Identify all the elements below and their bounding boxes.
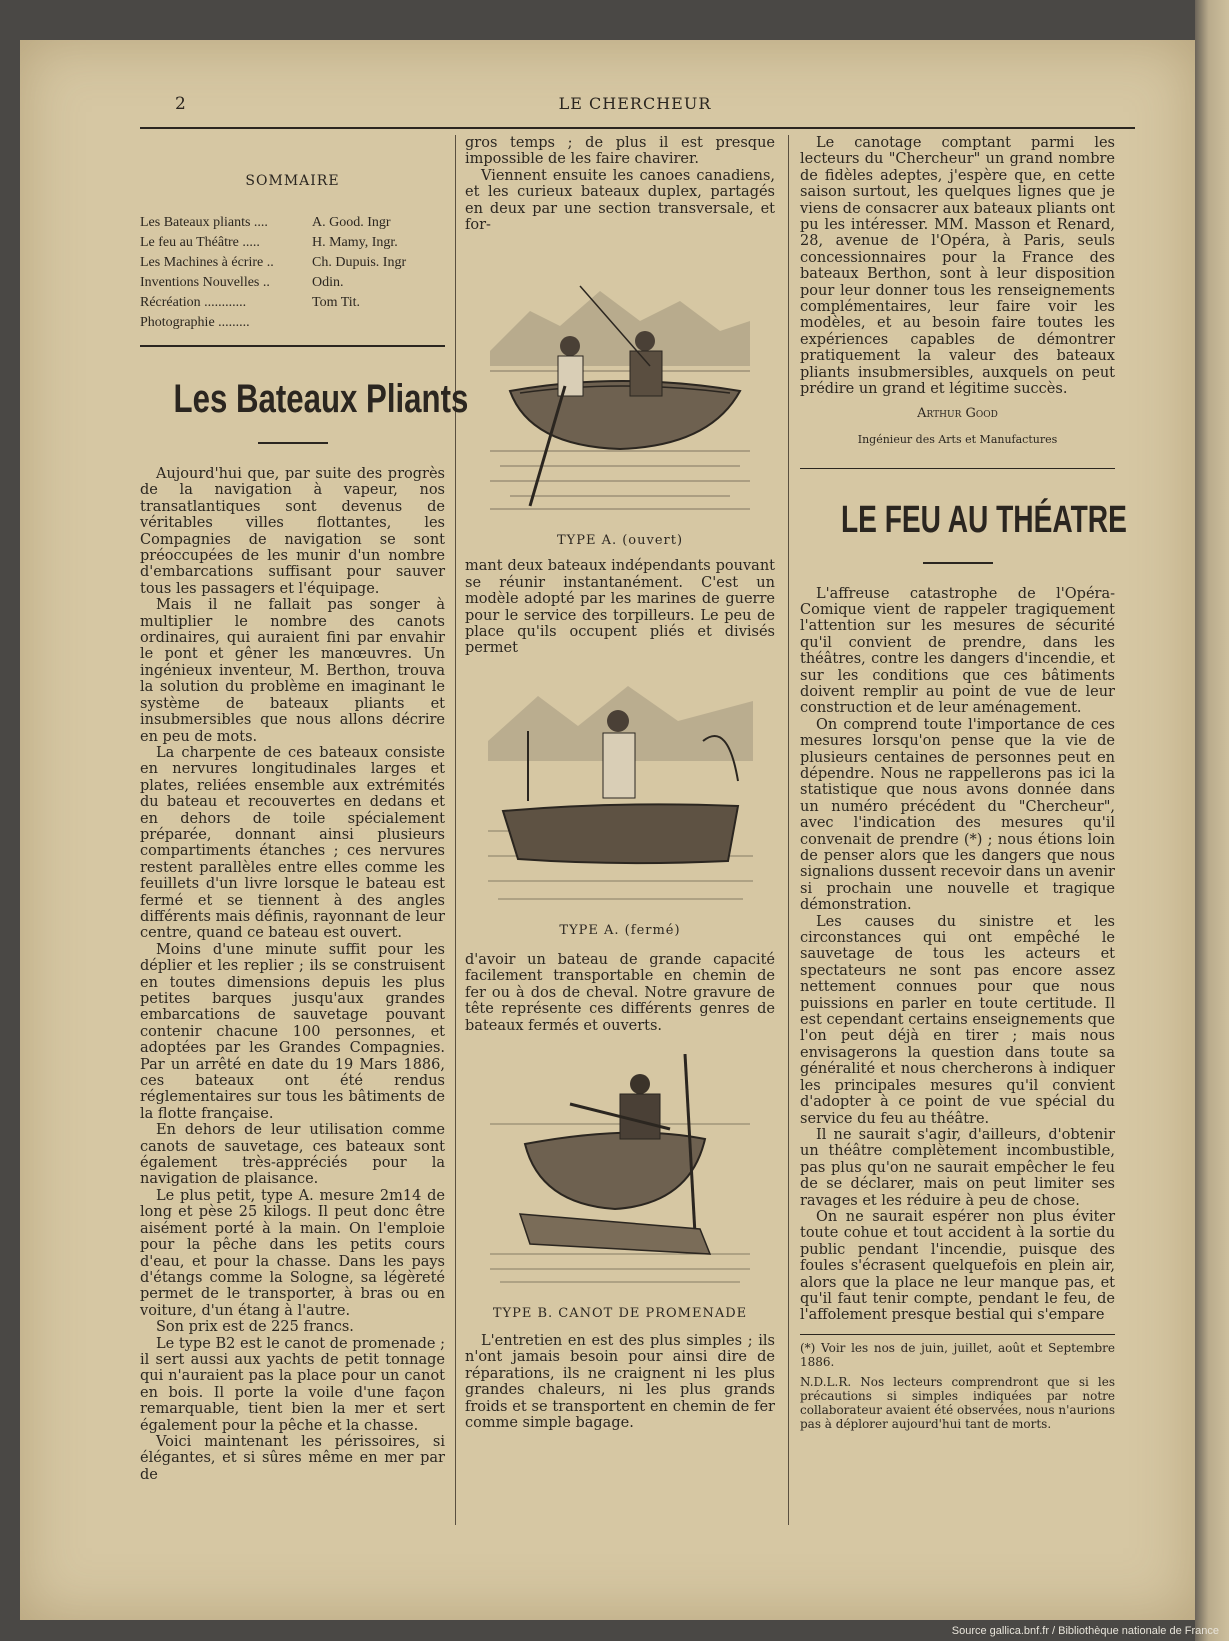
paragraph: Il ne saurait s'agir, d'ailleurs, d'obtenir un théâtre complètement incombustible, pas plus qu'on ne saurait empêcher le feu de se déclarer, mais on peut limiter ses ravages et les réduire à peu de chose.	[800, 1126, 1115, 1209]
paragraph: gros temps ; de plus il est presque impossible de les faire chavirer.	[465, 135, 775, 168]
paragraph: Les causes du sinistre et les circonstances qui ont empêché le sauvetage de tous les acteurs et spectateurs ne sont pas encore assez nettement connues pour que nous puissions en parler en toute certitude. Il est cependant certains enseignements que l'on peut déjà en tirer ; mais nous envisagerons la question dans toute sa généralité et nous chercherons à indiquer les principales mesures qu'il convient d'adopter à ce point de vue spécial du service du feu au théâtre.	[800, 913, 1115, 1127]
paragraph: Le type B2 est le canot de promenade ; il sert aussi aux yachts de petit tonnage qui n'auraient pas la place pour un canot en bois. Il porte la voile d'une façon remarquable, tient bien la mer et sert également pour la pêche et la chasse.	[140, 1335, 445, 1434]
sommaire-subject: Les Bateaux pliants ....	[140, 215, 268, 230]
canot-promenade-illustration	[490, 1054, 750, 1294]
masthead: LE CHERCHEUR	[558, 94, 712, 113]
sommaire-item	[140, 213, 445, 233]
sommaire-subject: Photographie .........	[140, 315, 250, 330]
article-title: Les Bateaux Pliants	[173, 377, 469, 421]
figure-caption: TYPE B. CANOT DE PROMENADE	[492, 1305, 748, 1321]
paragraph: mant deux bateaux indépendants pouvant se réunir instantanément. C'est un modèle adopté par les marines de guerre pour le service des torpilleurs. Le peu de place qu'ils occupent pliés et divisés permet	[465, 558, 775, 657]
sommaire-author: A. Good. Ingr	[312, 215, 391, 230]
sommaire-item	[140, 233, 445, 253]
column-rule	[455, 135, 456, 1525]
title-rule	[258, 442, 328, 444]
footnote-rule	[800, 1334, 1115, 1335]
sommaire-item	[140, 313, 445, 333]
sommaire-author: Odin.	[312, 275, 344, 290]
sommaire-subject: Récréation ............	[140, 295, 247, 310]
article-body	[465, 1333, 775, 1431]
engraving-type-a-open	[490, 271, 750, 521]
sommaire-subject: Inventions Nouvelles ..	[140, 275, 270, 290]
paragraph: L'entretien en est des plus simples ; ils n'ont jamais besoin pour ainsi dire de réparations, ils ne craignent ni les plus grandes chaleurs, ni les plus grands froids et se transportent en chemin de fer comme simple bagage.	[465, 1332, 775, 1431]
paragraph: Le canotage comptant parmi les lecteurs du "Chercheur" un grand nombre de fidèles adeptes, j'espère que, en cette saison surtout, les quelques lignes que je viens de consacrer aux bateaux pliants ont pu les intéresser. MM. Masson et Renard, 28, avenue de l'Opéra, à Paris, seuls concessionnaires pour la France des bateaux Berthon, sont à leur disposition pour leur donner tous les renseignements complémentaires, leur faire voir les modèles, et au besoin faire toutes les expériences capables de démontrer pratiquement la valeur des bateaux pliants insubmersibles, auxquels on peut prédire un grand et légitime succès.	[800, 135, 1115, 398]
engraving-type-a-closed	[488, 681, 753, 911]
paragraph: Moins d'une minute suffit pour les déplier et les replier ; ils se construisent en toutes dimensions depuis les plus petites barques jusqu'aux grandes embarcations de sauvetage pouvant contenir chacune 100 personnes, et adoptées par les Grandes Compagnies. Par un arrêté en date du 19 Mars 1886, ces bateaux ont été rendus réglementaires sur tous les bâtiments de la flotte française.	[140, 941, 445, 1122]
paragraph: En dehors de leur utilisation comme canots de sauvetage, ces bateaux sont également très-appréciés pour la navigation de plaisance.	[140, 1122, 445, 1188]
figure-caption: TYPE A. (ouvert)	[556, 533, 684, 549]
figure-caption: TYPE A. (fermé)	[559, 922, 681, 938]
author-signature: Arthur Good	[917, 405, 998, 421]
article-body	[465, 558, 775, 656]
article-body	[800, 135, 1115, 398]
paragraph: L'affreuse catastrophe de l'Opéra-Comique vient de rappeler tragiquement l'attention sur les mesures de sécurité qu'il convient de prendre, dans les théâtres, contre les dangers d'incendie, et sur les conditions que ces bâtiments doivent remplir au point de vue de leur construction et de leur aménagement.	[800, 585, 1115, 717]
paragraph: On comprend toute l'importance de ces mesures lorsqu'on pense que la vie de plusieurs centaines de personnes peut en dépendre. Nous ne rappellerons pas ici la statistique que nous avons donnée dans un numéro précédent du "Chercheur", avec l'indication des mesures qu'il convenait de prendre (*) ; nous étions loin de penser alors que les dangers que nous signalions dussent recevoir dans un avenir si prochain une nouvelle et tragique démonstration.	[800, 716, 1115, 914]
paragraph: d'avoir un bateau de grande capacité facilement transportable en chemin de fer ou à dos de cheval. Notre gravure de tête représente ces différents genres de bateaux fermés et ouverts.	[465, 951, 775, 1034]
paragraph: Son prix est de 225 francs.	[156, 1319, 354, 1336]
section-rule	[800, 468, 1115, 469]
editor-note: N.D.L.R. Nos lecteurs comprendront que si les précautions si simples indiquées par notre collaborateur avaient été observées, nous n'aurions pas à déplorer aujourd'hui tant de morts.	[800, 1374, 1115, 1431]
footnote: (*) Voir les nos de juin, juillet, août et Septembre 1886.	[800, 1340, 1115, 1369]
next-page-edge	[1195, 0, 1229, 1641]
sommaire-author: Ch. Dupuis. Ingr	[312, 255, 407, 270]
paragraph: Le plus petit, type A. mesure 2m14 de long et pèse 25 kilogs. Il peut donc être aisément porté à la main. On l'emploie pour la pêche dans les petits cours d'eau, et pour la chasse. Dans les pays d'étangs comme la Sologne, sa légèreté permet de le transporter, à bras ou en voiture, d'un étang à l'autre.	[140, 1187, 445, 1319]
paragraph: Voici maintenant les périssoires, si élégantes, et si sûres même en mer par de	[140, 1433, 445, 1483]
sommaire-list	[140, 213, 445, 333]
paragraph: Mais il ne fallait pas songer à multiplier le nombre des canots ordinaires, qui auraient fini par envahir le pont et gêner les manœuvres. Un ingénieux inventeur, M. Berthon, trouva la solution du problème en imaginant le système de bateaux pliants et insubmersibles que nous allons décrire en peu de mots.	[140, 597, 445, 745]
article-body	[465, 135, 775, 233]
column-rule	[788, 135, 789, 1525]
engraving-type-b	[490, 1054, 750, 1294]
author-title: Ingénieur des Arts et Manufactures	[857, 432, 1058, 446]
boat-closed-illustration	[488, 681, 753, 911]
footnotes	[800, 1341, 1115, 1431]
paragraph: Viennent ensuite les canoes canadiens, et les curieux bateaux duplex, partagés en deux par une section transversale, et for-	[465, 167, 775, 234]
article-title: LE FEU AU THÉATRE	[840, 498, 1127, 541]
paragraph: La charpente de ces bateaux consiste en nervures longitudinales larges et plates, reliées ensemble aux extrémités du bateau et recouvertes en dedans et en dehors de toile spécialement préparée, donnant ainsi plusieurs compartiments étanches ; ces nervures restent parallèles entre elles comme les feuillets d'un livre lorsque le bateau est fermé et se tiennent à des angles différents mais définis, rayonnant de leur centre, quand ce bateau est ouvert.	[140, 744, 445, 942]
paragraph: On ne saurait espérer non plus éviter toute cohue et tout accident à la sortie du public pendant l'incendie, puisque des foules s'écrasent quelquefois en plein air, alors que la place ne leur manque pas, et qu'il faut tenir compte, pendant le feu, de l'affolement presque bestial qui s'empare	[800, 1208, 1115, 1324]
sommaire-author	[312, 313, 442, 333]
section-rule	[140, 345, 445, 347]
sommaire-item	[140, 293, 445, 313]
sommaire-item	[140, 253, 445, 273]
column-1	[140, 135, 469, 1483]
sommaire-subject: Les Machines à écrire ..	[140, 255, 274, 270]
header-rule	[140, 127, 1135, 129]
page-number: 2	[175, 94, 187, 114]
sommaire-title: SOMMAIRE	[245, 173, 340, 189]
title-rule	[923, 562, 993, 564]
sommaire-author: H. Mamy, Ingr.	[312, 235, 398, 250]
column-3	[800, 135, 1127, 1431]
article-body	[465, 952, 775, 1034]
article-body	[800, 586, 1115, 1324]
page-header	[140, 90, 1130, 114]
column-2	[465, 135, 775, 1431]
sommaire-author: Tom Tit.	[312, 295, 361, 310]
sommaire-item	[140, 273, 445, 293]
article-body	[140, 466, 445, 1483]
paragraph: Aujourd'hui que, par suite des progrès de la navigation à vapeur, nos transatlantiques sont devenus de véritables villes flottantes, les Compagnies de navigation se sont préoccupées de les munir d'un nombre d'embarcations suffisant pour sauver tous les passagers et l'équipage.	[140, 466, 445, 597]
source-credit: Source gallica.bnf.fr / Bibliothèque nationale de France	[951, 1625, 1219, 1637]
sommaire-subject: Le feu au Théâtre .....	[140, 235, 260, 250]
boat-open-illustration	[490, 271, 750, 521]
